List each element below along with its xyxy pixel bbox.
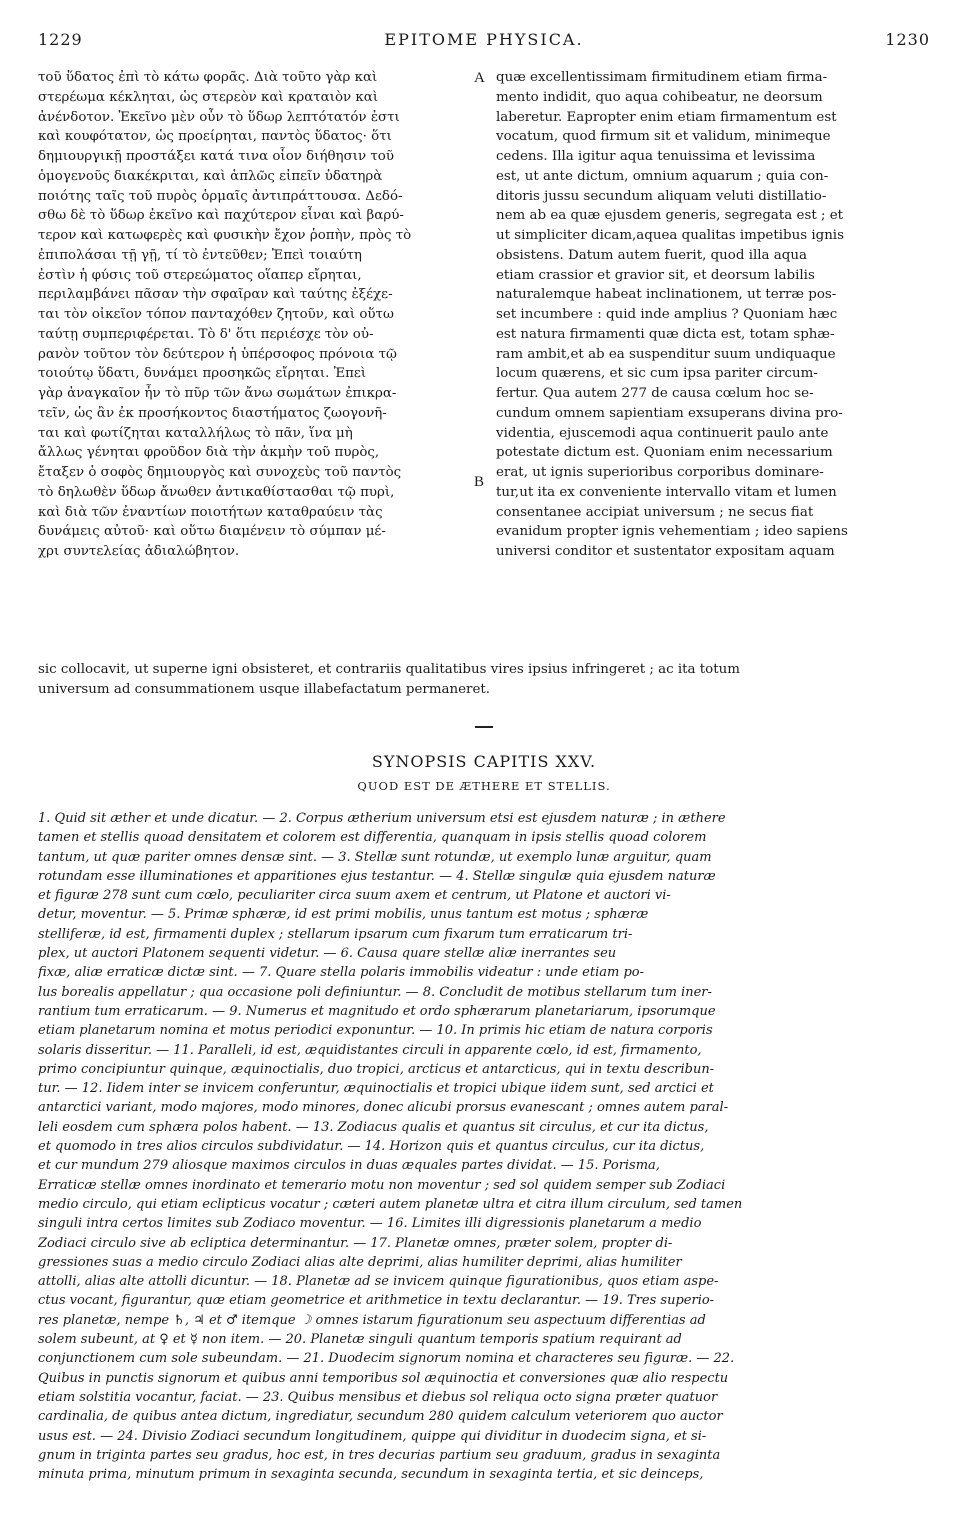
synopsis-text-line: rantium tum erraticarum. — 9. Numerus et magnitudo et ordo sphærarum planetariarum, ipsorumque xyxy=(38,1003,716,1019)
greek-text-line: ἐστὶν ἡ φύσις τοῦ στερεώματος οἵαπερ εἴρηται, xyxy=(38,267,362,283)
synopsis-text-line: solem subeunt, at ♀ et ☿ non item. — 20. Planetæ singuli quantum temporis spatium requirant ad xyxy=(38,1332,682,1348)
synopsis-text xyxy=(38,809,930,1484)
latin-text-line: tur,ut ita ex conveniente intervallo vitam et lumen xyxy=(496,484,837,500)
greek-text-line: ἔταξεν ὁ σοφὸς δημιουργὸς καὶ συνοχεὺς τοῦ παντὸς xyxy=(38,465,402,480)
running-head: EPITOME PHYSICA. xyxy=(384,30,584,49)
greek-text-line: τοιούτῳ ὕδατι, δυνάμει προσηκῶς εἴρηται. Ἐπεὶ xyxy=(38,366,367,382)
continuation-text-line: universum ad consummationem usque illabefactatum permaneret. xyxy=(38,682,491,697)
page-number-right: 1230 xyxy=(885,30,930,49)
greek-text-line: στερέωμα κέκληται, ὡς στερεὸν καὶ κραταιὸν καὶ xyxy=(38,89,379,105)
latin-text-line: mento indidit, quo aqua cohibeatur, ne deorsum xyxy=(496,89,823,105)
section-marker-b: B xyxy=(474,474,485,490)
latin-text-line: potestate dictum est. Quoniam enim necessarium xyxy=(496,445,833,461)
section-divider xyxy=(475,726,493,728)
page-header xyxy=(38,30,930,54)
synopsis-text-line: plex, ut auctori Platonem sequenti videtur. — 6. Causa quare stellæ aliæ inerrantes seu xyxy=(38,946,617,962)
latin-text-line: cedens. Illa igitur aqua tenuissima et levissima xyxy=(496,149,816,164)
synopsis-text-line: et figuræ 278 sunt cum cœlo, peculiariter circa suum axem et centrum, ut Platone et auctori vi- xyxy=(38,888,671,904)
greek-text-line: τὸ δηλωθὲν ὕδωρ ἄνωθεν ἀντικαθίστασθαι τῷ πυρὶ, xyxy=(38,484,395,500)
synopsis-text-line: singuli intra certos limites sub Zodiaco moventur. — 16. Limites illi digressionis planetarum a medio xyxy=(38,1216,702,1232)
greek-text-line: ἀνένδοτον. Ἐκεῖνο μὲν οὖν τὸ ὕδωρ λεπτότατόν ἐστι xyxy=(38,109,400,125)
latin-text-line: naturalemque habeat inclinationem, ut terræ pos- xyxy=(496,287,837,303)
synopsis-text-line: fixæ, aliæ erraticæ dictæ sint. — 7. Quare stella polaris immobilis videatur : unde etiam po- xyxy=(38,965,645,981)
synopsis-text-line: gnum in triginta partes seu gradus, hoc est, in tres decurias partium seu graduum, gradus in sexaginta xyxy=(38,1447,721,1463)
greek-text-line: σθω δὲ τὸ ὕδωρ ἐκεῖνο καὶ παχύτερον εἶναι καὶ βαρύ- xyxy=(38,208,404,224)
latin-text-line: set incumbere : quid inde amplius ? Quoniam hæc xyxy=(496,307,838,322)
page-number-left: 1229 xyxy=(38,30,83,49)
latin-text-line: erat, ut ignis superioribus corporibus dominare- xyxy=(496,465,824,480)
latin-text-line: est natura firmamenti quæ dicta est, totam sphæ- xyxy=(496,326,835,342)
synopsis-text-line: antarctici variant, modo majores, modo minores, donec alicubi prorsus evanescant ; omnes autem paral- xyxy=(38,1100,729,1116)
latin-text-line: etiam crassior et gravior sit, et deorsum labilis xyxy=(496,267,815,283)
greek-text-line: ἐπιπολάσαι τῇ γῇ, τί τὸ ἐντεῦθεν; Ἐπεὶ τοιαύτη xyxy=(38,247,362,263)
greek-text-line: ὁμογενοῦς διακέκριται, καὶ ἁπλῶς εἰπεῖν ὑδατηρὰ xyxy=(38,168,383,184)
continuation-text-line: sic collocavit, ut superne igni obsisteret, et contrariis qualitatibus vires ipsius infringeret ; ac ita totum xyxy=(38,662,740,677)
greek-text-line: τοῦ ὕδατος ἐπὶ τὸ κάτω φορᾶς. Διὰ τοῦτο γὰρ καὶ xyxy=(38,70,378,85)
greek-text-line: τεῖν, ὡς ἂν ἐκ προσήκοντος διαστήματος ζωογονῆ- xyxy=(38,405,387,421)
section-marker-a: A xyxy=(474,70,485,86)
synopsis-text-line: tamen et stellis quoad densitatem et colorem est differentia, quanquam in ipsis stellis quoad colorem xyxy=(38,830,707,846)
synopsis-text-line: tur. — 12. Iidem inter se invicem conferuntur, æquinoctialis et tropici ubique iidem sunt, sed arctici et xyxy=(38,1081,714,1097)
synopsis-text-line: etiam planetarum nomina et motus periodici exponuntur. — 10. In primis hic etiam de natura corporis xyxy=(38,1023,713,1039)
latin-text-line: evanidum propter ignis vehementiam ; ideo sapiens xyxy=(496,524,848,540)
synopsis-text-line: stelliferæ, id est, firmamenti duplex ; stellarum ipsarum cum fixarum tum erraticarum tri- xyxy=(38,926,633,942)
latin-text-line: nem ab ea quæ ejusdem generis, segregata est ; et xyxy=(496,208,844,224)
latin-text-line: laberetur. Eapropter enim etiam firmamentum est xyxy=(496,109,837,125)
synopsis-text-line: tantum, ut quæ pariter omnes densæ sint. — 3. Stellæ sunt rotundæ, ut exemplo lunæ arguitur, quam xyxy=(38,849,712,865)
synopsis-text-line: rotundam esse illuminationes et apparitiones ejus testantur. — 4. Stellæ singulæ quia ejusdem naturæ xyxy=(38,868,716,884)
synopsis-text-line: Erraticæ stellæ omnes inordinato et temerario motu non moventur ; sed sol quidem semper sub Zodiaci xyxy=(38,1177,726,1193)
synopsis-text-line: Zodiaci circulo sive ab ecliptica determinantur. — 17. Planetæ omnes, præter solem, propter di- xyxy=(38,1235,673,1251)
latin-continuation xyxy=(38,660,930,700)
greek-text-line: ται τὸν οἰκεῖον τόπον πανταχόθεν ζητοῦν, καὶ οὕτω xyxy=(38,307,394,322)
document-page xyxy=(38,30,930,1484)
synopsis-title: SYNOPSIS CAPITIS XXV. xyxy=(371,752,597,771)
latin-text-line: ditoris jussu secundum aliquam veluti distillatio- xyxy=(496,188,827,204)
synopsis-text-line: conjunctionem cum sole subeundam. — 21. Duodecim signorum nomina et characteres seu figuræ. — 22. xyxy=(38,1351,735,1367)
greek-text-line: δημιουργικῇ προστάξει κατά τινα οἷον διήθησιν τοῦ xyxy=(38,149,394,164)
synopsis-subtitle: QUOD EST DE ÆTHERE ET STELLIS. xyxy=(357,779,611,793)
greek-text-line: τερον καὶ κατωφερὲς καὶ φυσικὴν ἔχον ῥοπὴν, πρὸς τὸ xyxy=(38,228,412,243)
latin-text-line: quæ excellentissimam firmitudinem etiam firma- xyxy=(496,70,828,85)
greek-text-line: περιλαμβάνει πᾶσαν τὴν σφαῖραν καὶ ταύτης ἐξέχε- xyxy=(38,287,393,303)
greek-text-line: χρι συντελείας ἀδιαλώβητον. xyxy=(38,544,240,559)
latin-text-line: ram ambit,et ab ea suspenditur suum undiquaque xyxy=(496,346,836,362)
latin-text-line: vocatum, quod firmum sit et validum, minimeque xyxy=(496,129,831,145)
greek-text-line: ἄλλως γένηται φροῦδον διὰ τὴν ἀκμὴν τοῦ πυρὸς, xyxy=(38,445,380,461)
latin-text-line: fertur. Qua autem 277 de causa cœlum hoc se- xyxy=(496,386,814,401)
synopsis-text-line: medio circulo, qui etiam eclipticus vocatur ; cæteri autem planetæ ultra et citra illum circulum, sed tamen xyxy=(38,1196,743,1212)
synopsis-text-line: lus borealis appellatur ; qua occasione poli definiuntur. — 8. Concludit de motibus stellarum tum iner- xyxy=(38,984,712,1000)
greek-text-line: δυνάμεις αὐτοῦ· καὶ οὕτω διαμένειν τὸ σύμπαν μέ- xyxy=(38,524,386,540)
greek-text-line: ρανὸν τοῦτον τὸν δεύτερον ἡ ὑπέρσοφος πρόνοια τῷ xyxy=(38,346,397,362)
greek-text-line: γὰρ ἀναγκαῖον ἦν τὸ πῦρ τῶν ἄνω σωμάτων ἐπικρα- xyxy=(38,386,397,401)
greek-text-line: ποιότης ταῖς τοῦ πυρὸς ὁρμαῖς ἀντιπράττουσα. Δεδό- xyxy=(38,188,403,204)
synopsis-text-line: 1. Quid sit æther et unde dicatur. — 2. Corpus ætherium universum etsi est ejusdem naturæ ; in æthere xyxy=(38,811,726,826)
synopsis-text-line: solaris disseritur. — 11. Paralleli, id est, æquidistantes circuli in apparente cœlo, id est, firmamento, xyxy=(38,1042,702,1058)
latin-text-line: videntia, ejuscemodi aqua continuerit paulo ante xyxy=(496,425,829,441)
synopsis-text-line: primo concipiuntur quinque, æquinoctialis, duo tropici, arcticus et antarcticus, qui in textu describun- xyxy=(38,1061,715,1077)
synopsis-text-line: gressiones suas a medio circulo Zodiaci alias alte deprimi, alias humiliter deprimi, alias humiliter xyxy=(38,1254,682,1270)
greek-text-line: καὶ διὰ τῶν ἐναντίων ποιοτήτων καταθραύειν τὰς xyxy=(38,504,383,520)
synopsis-text-line: Quibus in punctis signorum et quibus anni temporibus sol æquinoctia et conversiones quæ alio respectu xyxy=(38,1370,729,1386)
latin-column xyxy=(496,68,930,562)
greek-text-line: ται καὶ φωτίζηται καταλλήλως τὸ πᾶν, ἵνα μὴ xyxy=(38,425,353,441)
synopsis-text-line: detur, moventur. — 5. Primæ sphæræ, id est primi mobilis, unus tantum est motus ; sphæræ xyxy=(38,907,649,923)
synopsis-text-line: res planetæ, nempe ♄, ♃ et ♂ itemque ☽ omnes istarum figurationum seu aspectuum differentias ad xyxy=(38,1312,706,1328)
greek-text-line: ταύτῃ συμπεριφέρεται. Τὸ δ' ὅτι περιέσχε τὸν οὐ- xyxy=(38,326,374,342)
synopsis-text-line: et cur mundum 279 aliosque maximos circulos in duas æquales partes dividat. — 15. Porisma, xyxy=(38,1158,660,1174)
synopsis-text-line: et quomodo in tres alios circulos subdividatur. — 14. Horizon quis et quantus circulus, cur ita dictus, xyxy=(38,1139,705,1155)
synopsis-text-line: ctus vocant, figurantur, quæ etiam geometrice et arithmetice in textu declarantur. — 19. Tres superio- xyxy=(38,1293,715,1309)
latin-text-line: cundum omnem sapientiam exsuperans divina pro- xyxy=(496,405,843,421)
synopsis-text-line: leli eosdem cum sphæra polos habent. — 13. Zodiacus qualis et quantus sit circulus, et cur ita dictus, xyxy=(38,1119,709,1135)
greek-text-line: καὶ κουφότατον, ὡς προείρηται, παντὸς ὕδατος· ὅτι xyxy=(38,129,392,145)
latin-text-line: consentanee accipiat universum ; ne secus fiat xyxy=(496,504,814,520)
synopsis-text-line: attolli, alias alte attolli dicuntur. — 18. Planetæ ad se invicem quinque figurationibus, quos etiam aspe- xyxy=(38,1274,719,1290)
synopsis-text-line: usus est. — 24. Divisio Zodiaci secundum longitudinem, quippe qui dividitur in duodecim signa, et si- xyxy=(38,1428,707,1444)
latin-text-line: universi conditor et sustentator expositam aquam xyxy=(496,544,835,559)
latin-text-line: obsistens. Datum autem fuerit, quod illa aqua xyxy=(496,247,807,263)
synopsis-text-line: cardinalia, de quibus antea dictum, ingrediatur, secundum 280 quidem calculum veteriorem quo auctor xyxy=(38,1409,723,1425)
two-column-text xyxy=(38,68,930,658)
latin-text-line: est, ut ante dictum, omnium aquarum ; quia con- xyxy=(496,168,829,184)
latin-text-line: locum quærens, et sic cum ipsa pariter circum- xyxy=(496,366,818,382)
synopsis-text-line: minuta prima, minutum primum in sexaginta secunda, secundum in sexaginta tertia, et sic deinceps, xyxy=(38,1467,704,1483)
synopsis-text-line: etiam solstitia vocantur, faciat. — 23. Quibus mensibus et diebus sol reliqua octo signa præter quatuor xyxy=(38,1389,718,1405)
greek-column xyxy=(38,68,470,562)
latin-text-line: ut simpliciter dicam,aquea qualitas impetibus ignis xyxy=(496,228,844,243)
